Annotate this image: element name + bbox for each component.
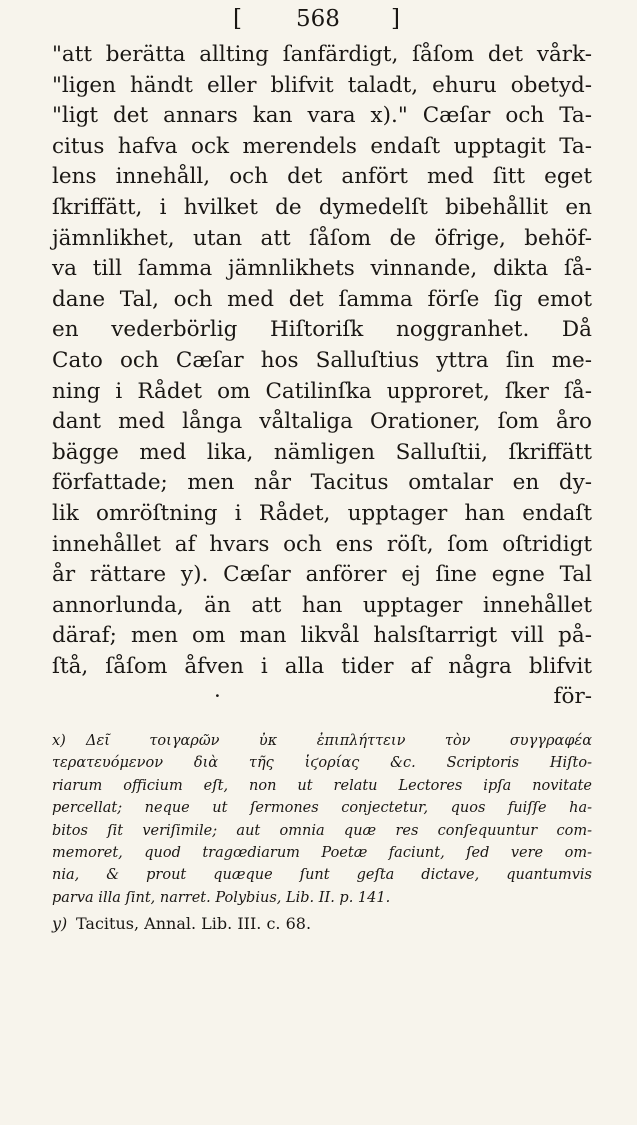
body-line: Cato och Cæſar hos Salluſtius yttra ſin me- xyxy=(52,347,592,373)
footnote-y-marker: y) xyxy=(52,914,68,934)
bracket-right: ] xyxy=(391,6,400,32)
footnote-x-marker: x) xyxy=(52,733,66,749)
body-line: va till ſamma jämnlikhets vinnande, dikta ſå- xyxy=(52,256,592,282)
body-line: citus hafva ock merendels endaſt upptagit Ta- xyxy=(52,133,592,159)
body-line: dant med långa våltaliga Orationer, ſom åro xyxy=(52,409,592,435)
catchword: för- xyxy=(553,684,592,710)
body-line: dane Tal, och med det ſamma förſe ſig emot xyxy=(52,286,592,312)
body-text xyxy=(52,40,592,713)
catchword-line xyxy=(52,682,592,713)
body-line: "att berätta allting ſanfärdigt, ſåſom det vårk- xyxy=(52,42,592,67)
footnote-x-line xyxy=(52,730,592,752)
footnote-x-line: parva illa ſint, narret. Polybius, Lib. II. p. 141. xyxy=(52,889,391,906)
body-line: "ligen händt eller blifvit taladt, ehuru obetyd- xyxy=(52,72,592,98)
footnote-y-text: Tacitus, Annal. Lib. III. c. 68. xyxy=(76,914,312,934)
body-line: författade; men når Tacitus omtalar en dy- xyxy=(52,470,592,496)
bracket-left: [ xyxy=(233,6,242,32)
footnote-x-line: memoret, quod tragœdiarum Poetæ faciunt, ſed vere om- xyxy=(52,844,592,861)
footnote-x-line: percellat; neque ut ſermones conjectetur, quos fuiſſe ha- xyxy=(52,800,592,817)
body-line: ning i Rådet om Catilinſka upproret, ſker ſå- xyxy=(52,378,592,404)
footnote-x-text: Δεῖ τοιγαρῶν ὐκ ἐπιπλήττειν τὸν συγγραφέα xyxy=(86,733,592,749)
body-line: år rättare y). Cæſar anförer ej ſine egne Tal xyxy=(52,562,592,588)
body-line: lik omröſtning i Rådet, upptager han endaſt xyxy=(52,500,592,526)
body-line: jämnlikhet, utan att ſåſom de öfrige, behöf- xyxy=(52,225,592,251)
catchword-dot: · xyxy=(214,684,221,710)
footnote-x-line: nia, & prout quæque ſunt geſta dictave, quantumvis xyxy=(52,867,592,884)
body-line: ſtå, ſåſom åfven i alla tider af några blifvit xyxy=(52,653,592,679)
body-line: bägge med lika, nämligen Salluſtii, ſkriffätt xyxy=(52,439,592,465)
body-line: annorlunda, än att han upptager innehållet xyxy=(52,592,592,618)
body-line: innehållet af hvars och ens röſt, ſom oſtridigt xyxy=(52,531,592,557)
page-header xyxy=(0,6,637,38)
body-line: "ligt det annars kan vara x)." Cæſar och Ta- xyxy=(52,103,592,129)
body-line: ſkriffätt, i hvilket de dymedelſt bibehållit en xyxy=(52,194,592,220)
page-number: 568 xyxy=(296,6,340,32)
footnote-y-line xyxy=(52,913,592,935)
body-line: lens innehåll, och det anfört med ſitt eget xyxy=(52,164,592,190)
footnotes xyxy=(52,730,592,936)
body-line: en vederbörlig Hiſtoriſk noggranhet. Då xyxy=(52,317,592,343)
body-line: däraf; men om man likvål halsſtarrigt vill på- xyxy=(52,623,592,649)
footnote-x-line: bitos ſit veriſimile; aut omnia quæ res conſequuntur com- xyxy=(52,822,592,839)
footnote-x-line: τερατευόμενον διὰ τῆς ἱϛορίας &c. Scriptoris Hiſto- xyxy=(52,755,592,772)
footnote-x-line: riarum officium eſt, non ut relatu Lectores ipſa novitate xyxy=(52,777,592,794)
